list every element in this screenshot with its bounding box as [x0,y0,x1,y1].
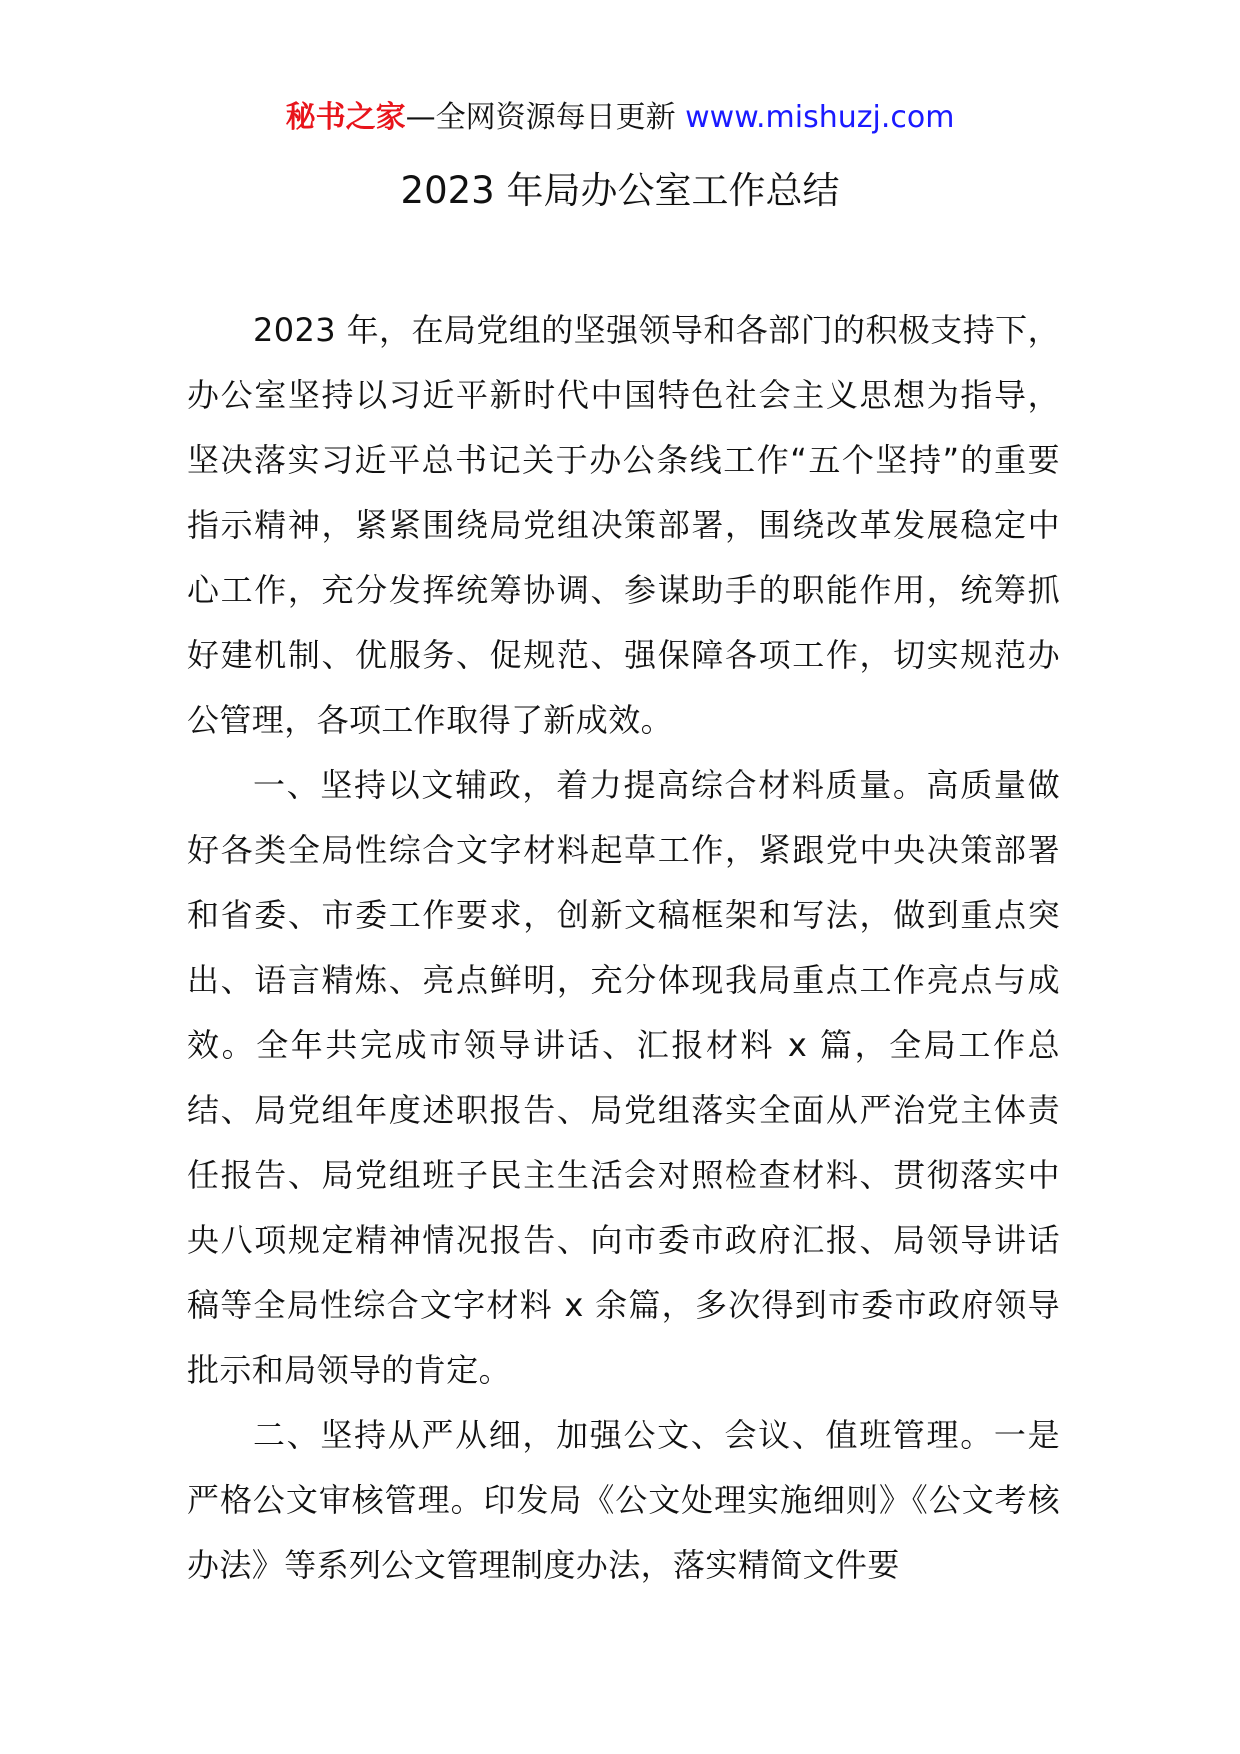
site-url[interactable]: www.mishuzj.com [685,100,955,135]
header-slogan: —全网资源每日更新 [405,100,686,135]
paragraph-intro: 2023 年，在局党组的坚强领导和各部门的积极支持下，办公室坚持以习近平新时代中国特色社会主义思想为指导，坚决落实习近平总书记关于办公条线工作“五个坚持”的重要指示精神，紧紧围绕局党组决策部署，围绕改革发展稳定中心工作，充分发挥统筹协调、参谋助手的职能作用，统筹抓好建机制、优服务、促规范、强保障各项工作，切实规范办公管理，各项工作取得了新成效。 [187,311,1060,739]
site-header [0,98,1240,138]
paragraph-section-1: 一、坚持以文辅政，着力提高综合材料质量。高质量做好各类全局性综合文字材料起草工作，紧跟党中央决策部署和省委、市委工作要求，创新文稿框架和写法，做到重点突出、语言精炼、亮点鲜明，充分体现我局重点工作亮点与成效。全年共完成市领导讲话、汇报材料 x 篇，全局工作总结、局党组年度述职报告、局党组落实全面从严治党主体责任报告、局党组班子民主生活会对照检查材料、贯彻落实中央八项规定精神情况报告、向市委市政府汇报、局领导讲话稿等全局性综合文字材料 x 余篇，多次得到市委市政府领导批示和局领导的肯定。 [187,766,1060,1389]
document-title: 2023 年局办公室工作总结 [400,169,840,212]
brand-name: 秘书之家 [285,100,406,135]
paragraph-section-2: 二、坚持从严从细，加强公文、会议、值班管理。一是严格公文审核管理。印发局《公文处理实施细则》《公文考核办法》等系列公文管理制度办法，落实精简文件要 [187,1416,1060,1584]
document-body [187,298,1060,1598]
